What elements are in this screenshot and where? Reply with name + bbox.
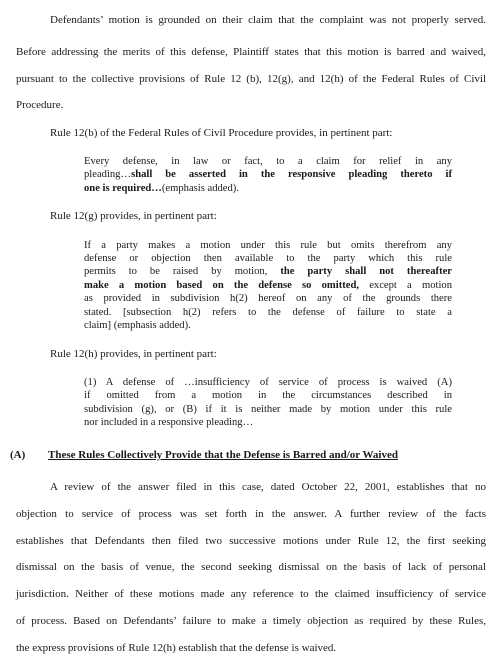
block-quote-line: Every defense, in law or fact, to a claim for relief in any xyxy=(84,156,452,167)
block-quote-line: as provided in subdivision h(2) hereof on any of the grounds there xyxy=(84,293,452,304)
body-text-line: objection to service of process was set forth in the answer. A further review of the facts xyxy=(16,508,486,520)
body-text-line: the express provisions of Rule 12(h) establish that the defense is waived. xyxy=(16,642,337,654)
body-text-line: dismissal on the basis of venue, the second seeking dismissal on the basis of lack of personal xyxy=(16,561,486,573)
block-quote-line: one is required…(emphasis added). xyxy=(84,183,239,194)
rule-intro: Rule 12(g) provides, in pertinent part: xyxy=(50,210,217,222)
block-quote-line: claim] (emphasis added). xyxy=(84,320,191,331)
rule-intro: Rule 12(b) of the Federal Rules of Civil Procedure provides, in pertinent part: xyxy=(50,127,393,139)
body-text-line: Procedure. xyxy=(16,99,64,111)
body-text-line: jurisdiction. Neither of these motions made any reference to the claimed insufficiency of service xyxy=(16,588,486,600)
block-quote-line: make a motion based on the defense so omitted, except a motion xyxy=(84,280,452,291)
body-text-line: Before addressing the merits of this defense, Plaintiff states that this motion is barred and waived, xyxy=(16,46,486,58)
section-number: (A) xyxy=(10,449,26,461)
block-quote-line: stated. [subsection h(2) refers to the defense of failure to state a xyxy=(84,307,452,318)
block-quote-line: If a party makes a motion under this rule but omits therefrom any xyxy=(84,240,452,251)
body-text-line: Defendants’ motion is grounded on their claim that the complaint was not properly served. xyxy=(50,14,486,26)
body-text-line: of process. Based on Defendants’ failure to make a timely objection as required by these Rules, xyxy=(16,615,486,627)
block-quote-line: (1) A defense of …insufficiency of service of process is waived (A) xyxy=(84,377,452,388)
body-text-line: establishes that Defendants then filed two successive motions under Rule 12, the first seeking xyxy=(16,535,486,547)
block-quote-line: pleading…shall be asserted in the responsive pleading thereto if xyxy=(84,169,452,180)
rule-intro: Rule 12(h) provides, in pertinent part: xyxy=(50,348,217,360)
section-title: These Rules Collectively Provide that the Defense is Barred and/or Waived xyxy=(48,449,398,461)
block-quote-line: subdivision (g), or (B) if it is neither made by motion under this rule xyxy=(84,404,452,415)
body-text-line: A review of the answer filed in this case, dated October 22, 2001, establishes that no xyxy=(50,481,486,493)
block-quote-line: if omitted from a motion in the circumstances described in xyxy=(84,390,452,401)
block-quote-line: permits to be raised by motion, the party shall not thereafter xyxy=(84,266,453,277)
body-text-line: pursuant to the collective provisions of Rule 12 (b), 12(g), and 12(h) of the Federal Rules of Civil xyxy=(16,73,486,85)
block-quote-line: nor included in a responsive pleading… xyxy=(84,417,254,428)
block-quote-line: defense or objection then available to the party which this rule xyxy=(84,253,452,264)
